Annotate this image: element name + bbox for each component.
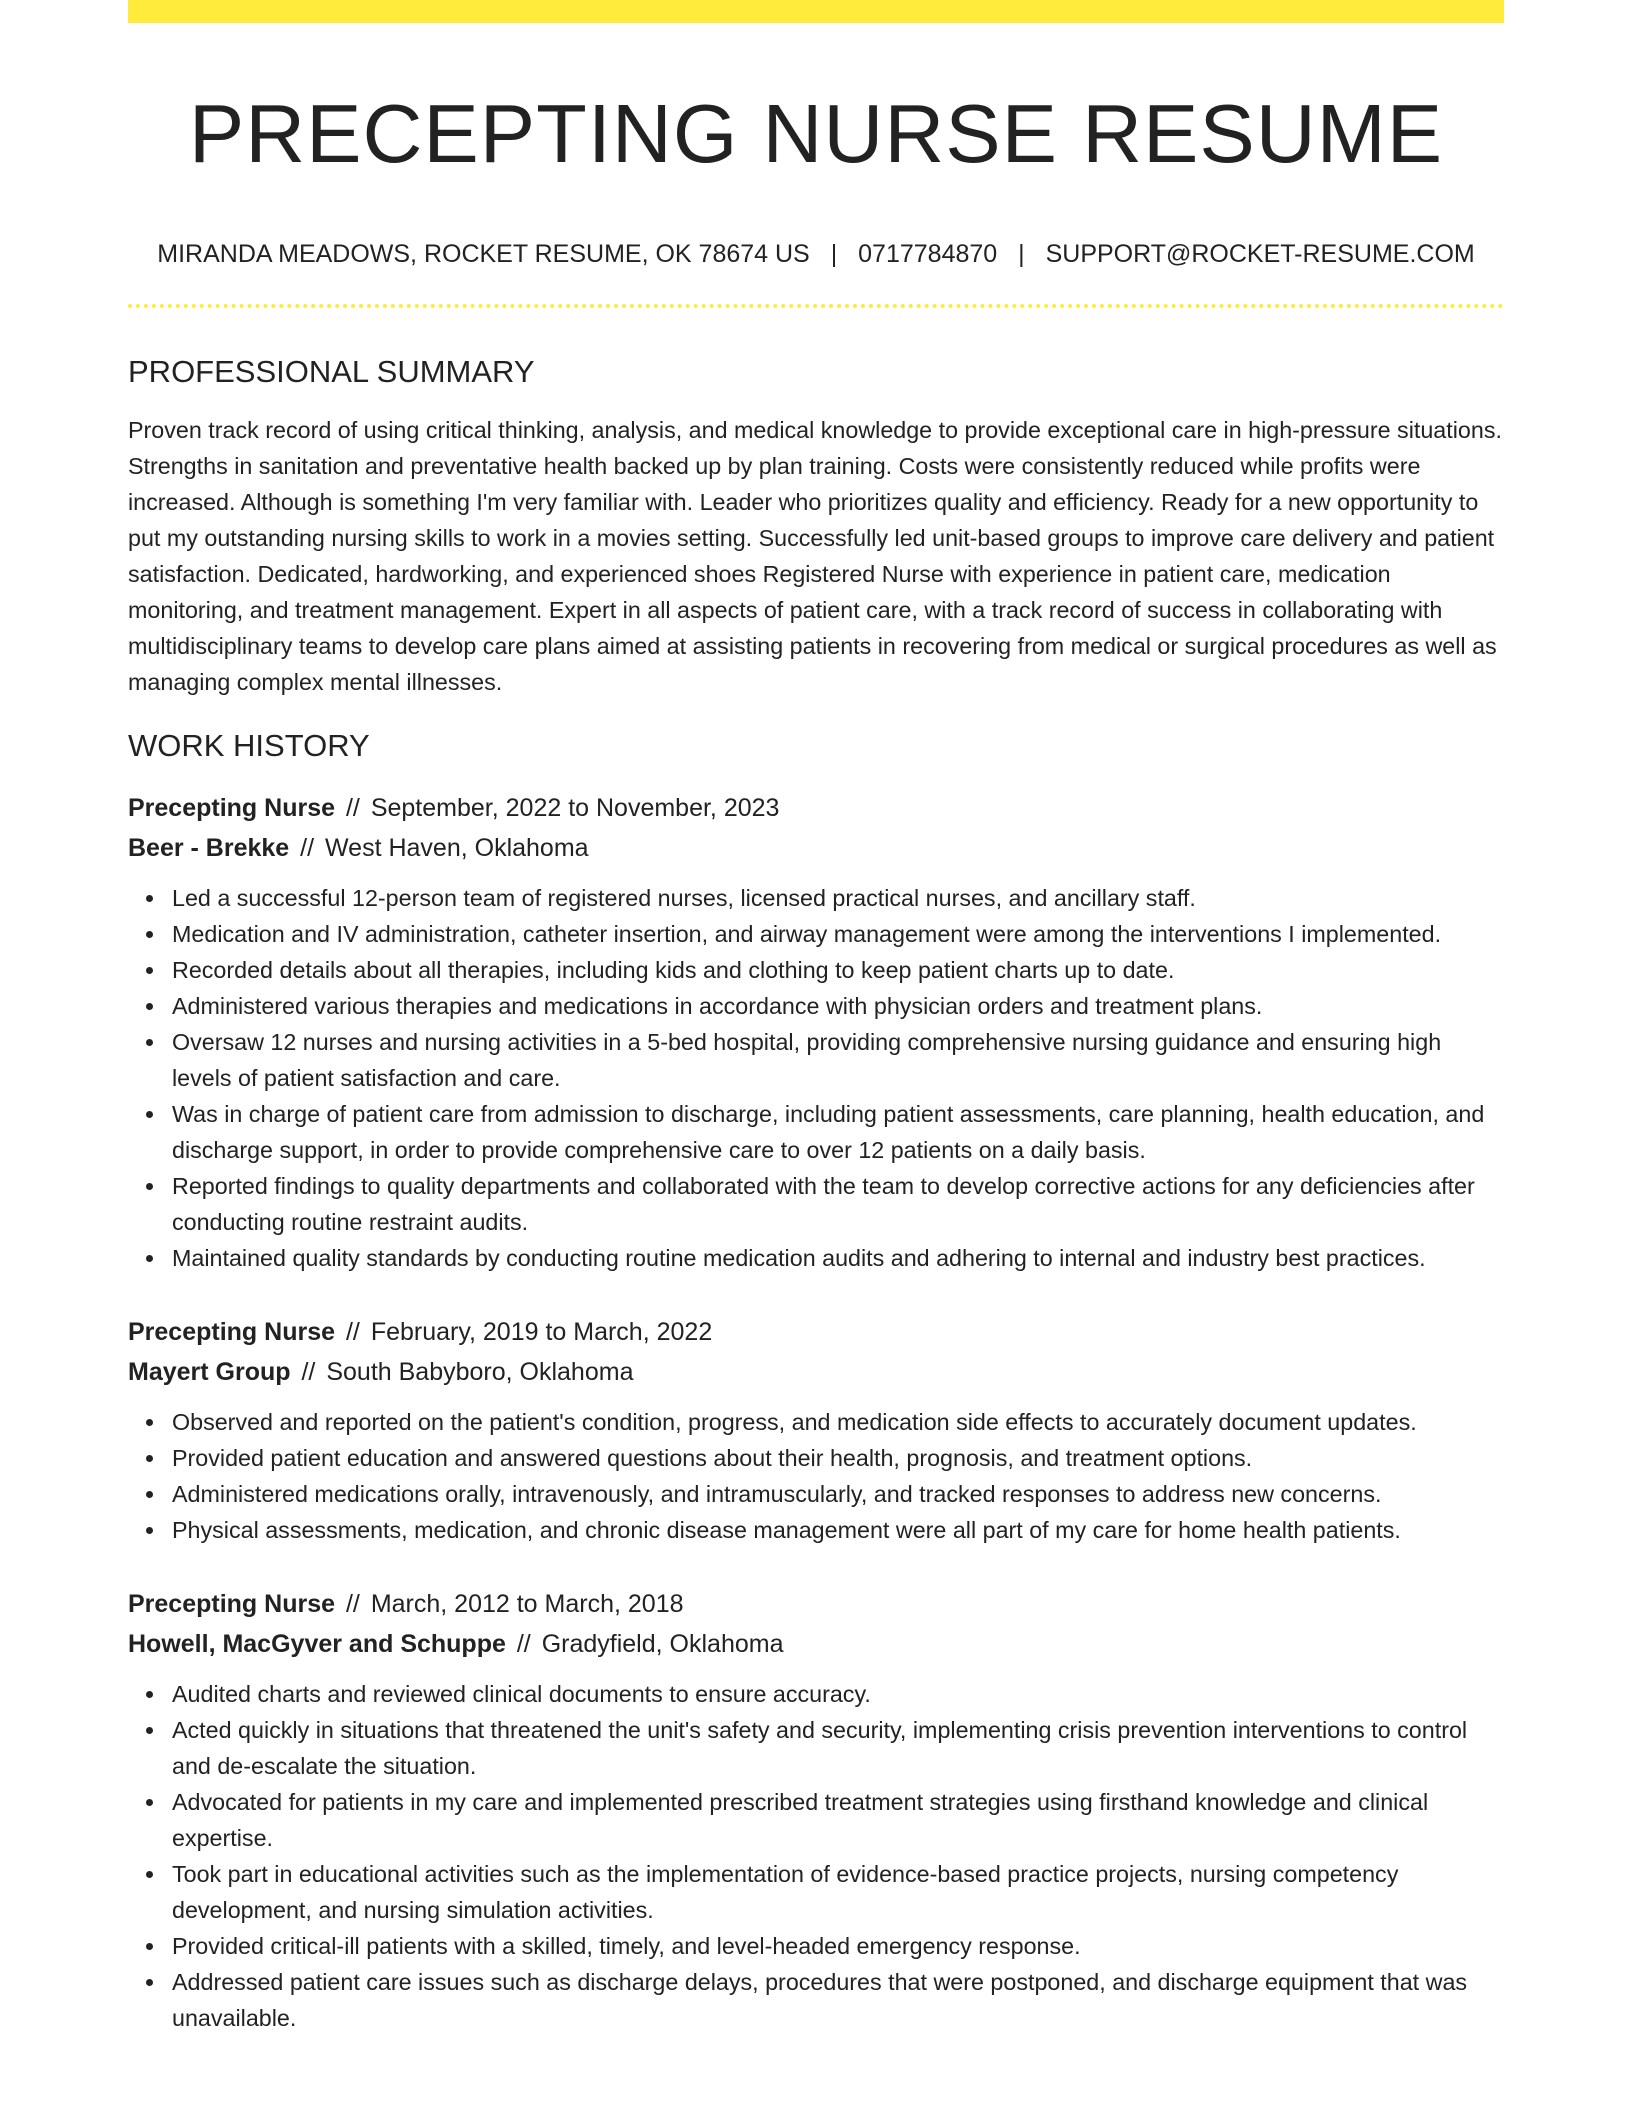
top-accent-bar [128, 0, 1504, 23]
job-company-line [128, 1624, 1504, 1664]
job-title: Precepting Nurse [128, 1590, 336, 1618]
job-bullet-list [128, 1676, 1504, 2036]
job-entry [128, 1584, 1504, 2036]
job-company: Howell, MacGyver and Schuppe [128, 1630, 506, 1658]
summary-text: Proven track record of using critical thinking, analysis, and medical knowledge to provide exceptional care in high-pressure situations. Strengths in sanitation and preventative health backed up by plan training. Costs were consistently reduced while profits were increased. Although is something I'm very familiar with. Leader who prioritizes quality and efficiency. Ready for a new opportunity to put my outstanding nursing skills to work in a movies setting. Successfully led unit-based groups to improve care delivery and patient satisfaction. Dedicated, hardworking, and experienced shoes Registered Nurse with experience in patient care, medication monitoring, and treatment management. Expert in all aspects of patient care, with a track record of success in collaborating with multidisciplinary teams to develop care plans aimed at assisting patients in recovering from medical or surgical procedures as well as managing complex mental illnesses. [128, 417, 1502, 695]
job-bullet: Provided patient education and answered questions about their health, prognosis, and treatment options. [172, 1440, 1504, 1476]
job-bullet: Took part in educational activities such as the implementation of evidence-based practice projects, nursing competency development, and nursing simulation activities. [172, 1856, 1504, 1928]
resume-page [128, 0, 1504, 2036]
job-bullet: Administered medications orally, intravenously, and intramuscularly, and tracked responses to address new concerns. [172, 1476, 1504, 1512]
job-separator: // [301, 1358, 316, 1386]
job-company-line [128, 1352, 1504, 1392]
job-company-line [128, 828, 1504, 868]
contact-phone: 0717784870 [858, 240, 998, 268]
job-company: Beer - Brekke [128, 834, 290, 862]
contact-email: SUPPORT@ROCKET-RESUME.COM [1045, 240, 1475, 268]
job-separator: // [345, 1318, 360, 1346]
contact-separator: | [1018, 240, 1025, 268]
job-bullet: Addressed patient care issues such as discharge delays, procedures that were postponed, and discharge equipment that was unavailable. [172, 1964, 1504, 2036]
job-company: Mayert Group [128, 1358, 291, 1386]
job-location: South Babyboro, Oklahoma [326, 1358, 634, 1386]
job-separator: // [300, 834, 315, 862]
contact-line [128, 238, 1504, 270]
job-title: Precepting Nurse [128, 794, 336, 822]
job-bullet: Observed and reported on the patient's condition, progress, and medication side effects to accurately document updates. [172, 1404, 1504, 1440]
work-history-heading: WORK HISTORY [128, 728, 370, 763]
dotted-divider [128, 304, 1504, 308]
job-bullet: Advocated for patients in my care and implemented prescribed treatment strategies using firsthand knowledge and clinical expertise. [172, 1784, 1504, 1856]
job-dates: September, 2022 to November, 2023 [370, 794, 780, 822]
job-entry [128, 788, 1504, 1276]
job-bullet: Reported findings to quality departments and collaborated with the team to develop corrective actions for any deficiencies after conducting routine restraint audits. [172, 1168, 1504, 1240]
job-bullet-list [128, 880, 1504, 1276]
job-separator: // [516, 1630, 531, 1658]
contact-address: MIRANDA MEADOWS, ROCKET RESUME, OK 78674 US [157, 240, 810, 268]
contact-separator: | [830, 240, 838, 268]
job-title: Precepting Nurse [128, 1318, 336, 1346]
job-bullet: Oversaw 12 nurses and nursing activities in a 5-bed hospital, providing comprehensive nursing guidance and ensuring high levels of patient satisfaction and care. [172, 1024, 1504, 1096]
job-bullet: Recorded details about all therapies, including kids and clothing to keep patient charts up to date. [172, 952, 1504, 988]
job-dates: March, 2012 to March, 2018 [370, 1590, 684, 1618]
job-bullet-list [128, 1404, 1504, 1548]
job-bullet: Led a successful 12-person team of registered nurses, licensed practical nurses, and ancillary staff. [172, 880, 1504, 916]
job-bullet: Medication and IV administration, catheter insertion, and airway management were among the interventions I implemented. [172, 916, 1504, 952]
job-entry [128, 1312, 1504, 1548]
job-bullet: Audited charts and reviewed clinical documents to ensure accuracy. [172, 1676, 1504, 1712]
job-separator: // [345, 794, 360, 822]
job-bullet: Provided critical-ill patients with a skilled, timely, and level-headed emergency response. [172, 1928, 1504, 1964]
job-bullet: Administered various therapies and medications in accordance with physician orders and treatment plans. [172, 988, 1504, 1024]
resume-title: PRECEPTING NURSE RESUME [188, 87, 1444, 180]
job-location: Gradyfield, Oklahoma [541, 1630, 784, 1658]
job-location: West Haven, Oklahoma [325, 834, 589, 862]
job-bullet: Physical assessments, medication, and chronic disease management were all part of my care for home health patients. [172, 1512, 1504, 1548]
job-dates: February, 2019 to March, 2022 [370, 1318, 713, 1346]
summary-heading: PROFESSIONAL SUMMARY [128, 354, 535, 389]
job-separator: // [345, 1590, 360, 1618]
job-title-line [128, 1584, 1504, 1624]
job-bullet: Acted quickly in situations that threatened the unit's safety and security, implementing crisis prevention interventions to control and de-escalate the situation. [172, 1712, 1504, 1784]
job-title-line [128, 1312, 1504, 1352]
job-title-line [128, 788, 1504, 828]
job-bullet: Was in charge of patient care from admission to discharge, including patient assessments, care planning, health education, and discharge support, in order to provide comprehensive care to over 12 patients on a daily basis. [172, 1096, 1504, 1168]
job-bullet: Maintained quality standards by conducting routine medication audits and adhering to internal and industry best practices. [172, 1240, 1504, 1276]
